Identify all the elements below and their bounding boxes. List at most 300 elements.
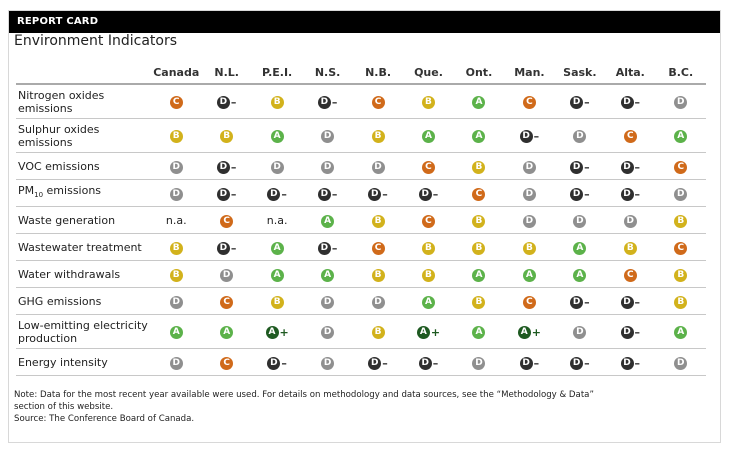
grade-mark <box>674 296 687 309</box>
grade-mark <box>321 215 334 228</box>
table-row <box>16 349 706 376</box>
grade-badge: A <box>472 130 485 143</box>
grade-cell <box>555 261 605 288</box>
grade-mark <box>321 130 334 143</box>
grade-mark <box>472 269 485 282</box>
grade-badge: A <box>271 269 284 282</box>
grade-mark <box>624 269 637 282</box>
grade-badge: B <box>220 130 233 143</box>
grade-mark <box>217 242 237 255</box>
grade-badge: D <box>624 215 637 228</box>
grade-badge: D <box>170 357 183 370</box>
grade-suffix: + <box>531 326 541 339</box>
grade-mark <box>318 242 338 255</box>
header-corner <box>16 62 151 84</box>
grade-mark <box>372 130 385 143</box>
grade-mark <box>674 357 687 370</box>
grade-badge: D <box>523 215 536 228</box>
grade-badge: C <box>472 188 485 201</box>
grade-mark <box>170 296 183 309</box>
grade-cell <box>302 349 352 376</box>
grade-badge: D <box>321 357 334 370</box>
grade-mark <box>621 326 641 339</box>
grade-cell <box>656 84 706 119</box>
grade-mark <box>621 188 641 201</box>
grade-badge: B <box>624 242 637 255</box>
grade-badge: C <box>624 269 637 282</box>
grade-mark <box>523 188 536 201</box>
grade-badge: D <box>318 188 331 201</box>
grade-suffix: – <box>230 187 237 201</box>
grade-badge: A <box>417 326 430 339</box>
table-row <box>16 180 706 207</box>
row-label: Waste generation <box>16 207 151 234</box>
table-body <box>16 84 706 376</box>
grade-badge: B <box>372 130 385 143</box>
grade-mark <box>422 215 435 228</box>
grade-badge: C <box>372 242 385 255</box>
grade-mark <box>321 357 334 370</box>
grade-badge: C <box>523 296 536 309</box>
grade-mark <box>220 215 233 228</box>
grade-mark <box>523 269 536 282</box>
grade-badge: D <box>419 357 432 370</box>
grade-mark <box>217 161 237 174</box>
grade-badge: D <box>523 188 536 201</box>
grade-badge: A <box>472 269 485 282</box>
grade-cell <box>555 315 605 349</box>
footnote <box>14 389 704 425</box>
grade-cell <box>504 119 554 153</box>
grade-cell <box>252 84 302 119</box>
grade-badge: D <box>674 357 687 370</box>
grade-badge: D <box>520 130 533 143</box>
grade-cell <box>353 234 403 261</box>
grade-badge: A <box>518 326 531 339</box>
grade-cell <box>454 261 504 288</box>
grade-mark <box>318 188 338 201</box>
table-row <box>16 207 706 234</box>
grade-mark <box>372 326 385 339</box>
grade-badge: A <box>220 326 233 339</box>
grade-cell <box>302 234 352 261</box>
grade-cell <box>201 288 251 315</box>
grade-badge: B <box>170 130 183 143</box>
grade-cell <box>151 84 201 119</box>
grade-mark <box>621 357 641 370</box>
grade-mark <box>523 215 536 228</box>
grade-mark <box>472 296 485 309</box>
grade-suffix: – <box>584 96 590 109</box>
column-header-nl: N.L. <box>201 62 251 84</box>
grade-cell <box>403 315 453 349</box>
column-header-canada: Canada <box>151 62 201 84</box>
grade-suffix: – <box>584 356 590 370</box>
grade-mark <box>520 130 540 143</box>
grade-mark <box>321 326 334 339</box>
grade-cell <box>656 119 706 153</box>
grade-cell <box>353 180 403 207</box>
grade-cell <box>504 349 554 376</box>
grade-mark <box>220 296 233 309</box>
grade-cell <box>504 315 554 349</box>
grade-mark <box>624 130 637 143</box>
grade-suffix: – <box>634 187 641 201</box>
grade-mark <box>170 130 183 143</box>
grade-cell <box>555 288 605 315</box>
grade-cell <box>504 207 554 234</box>
grade-mark <box>372 96 385 109</box>
grade-cell <box>454 84 504 119</box>
grade-badge: A <box>321 269 334 282</box>
grade-cell <box>302 84 352 119</box>
grade-cell <box>555 180 605 207</box>
grade-mark <box>573 326 586 339</box>
column-header-sask: Sask. <box>555 62 605 84</box>
grade-badge: D <box>419 188 432 201</box>
grade-badge: D <box>217 161 230 174</box>
grade-mark <box>372 161 385 174</box>
grade-badge: C <box>220 215 233 228</box>
column-header-man: Man. <box>504 62 554 84</box>
grade-cell <box>403 349 453 376</box>
grade-cell <box>252 119 302 153</box>
grade-badge: D <box>318 96 331 109</box>
grade-cell <box>353 288 403 315</box>
grade-badge: D <box>570 296 583 309</box>
grade-suffix: – <box>230 160 237 174</box>
grade-badge: C <box>372 96 385 109</box>
grade-mark <box>271 130 284 143</box>
grade-cell <box>555 349 605 376</box>
grade-badge: D <box>368 188 381 201</box>
grade-cell <box>605 288 655 315</box>
row-label: Energy intensity <box>16 349 151 376</box>
grade-mark <box>520 357 540 370</box>
grade-mark <box>621 296 641 309</box>
grade-cell <box>454 315 504 349</box>
grade-badge: A <box>422 296 435 309</box>
grade-mark <box>372 269 385 282</box>
grade-badge: D <box>271 161 284 174</box>
grade-mark <box>271 161 284 174</box>
grade-cell <box>353 153 403 180</box>
grade-suffix: – <box>432 356 439 370</box>
grade-suffix: – <box>533 130 540 143</box>
grade-mark <box>271 269 284 282</box>
grade-badge: D <box>621 326 634 339</box>
grade-cell <box>302 180 352 207</box>
grade-mark <box>419 188 439 201</box>
grade-badge: B <box>170 242 183 255</box>
grade-mark <box>472 96 485 109</box>
grade-mark <box>573 215 586 228</box>
grade-badge: D <box>621 96 634 109</box>
grade-cell <box>504 288 554 315</box>
grade-mark <box>220 130 233 143</box>
grade-cell <box>656 153 706 180</box>
grade-badge: C <box>674 161 687 174</box>
grade-cell <box>555 153 605 180</box>
grade-suffix: – <box>634 326 641 339</box>
grade-mark <box>422 296 435 309</box>
grade-badge: D <box>170 161 183 174</box>
grade-suffix: – <box>331 241 338 255</box>
grade-badge: B <box>472 161 485 174</box>
row-label: Low-emitting electricity production <box>16 315 151 349</box>
column-header-alta: Alta. <box>605 62 655 84</box>
grade-cell <box>605 180 655 207</box>
grade-mark <box>570 296 590 309</box>
grade-mark <box>621 161 641 174</box>
grade-cell <box>605 349 655 376</box>
grade-cell <box>302 288 352 315</box>
grade-mark <box>368 357 388 370</box>
grade-mark <box>170 188 183 201</box>
grade-badge: B <box>422 269 435 282</box>
grade-badge: D <box>674 188 687 201</box>
row-label: GHG emissions <box>16 288 151 315</box>
grade-badge: A <box>422 130 435 143</box>
grade-cell <box>403 288 453 315</box>
grade-cell <box>403 153 453 180</box>
table-row <box>16 261 706 288</box>
grade-suffix: – <box>584 160 590 174</box>
grade-mark <box>170 357 183 370</box>
grade-cell <box>201 261 251 288</box>
grade-badge: C <box>523 96 536 109</box>
grade-mark <box>271 296 284 309</box>
table-row <box>16 84 706 119</box>
grade-badge: A <box>170 326 183 339</box>
page-title: Environment Indicators <box>14 33 178 49</box>
grade-cell <box>504 180 554 207</box>
grade-cell <box>454 234 504 261</box>
grade-mark <box>472 130 485 143</box>
grade-mark <box>220 357 233 370</box>
grade-cell <box>605 119 655 153</box>
grade-suffix: – <box>634 96 641 109</box>
source-line: Source: The Conference Board of Canada. <box>14 414 195 424</box>
grade-cell <box>403 207 453 234</box>
grade-badge: C <box>170 96 183 109</box>
grade-badge: D <box>573 215 586 228</box>
grade-mark <box>321 161 334 174</box>
grade-badge: B <box>372 326 385 339</box>
grade-suffix: – <box>281 187 287 201</box>
row-label: VOC emissions <box>16 153 151 180</box>
grade-cell <box>656 288 706 315</box>
grade-cell <box>252 288 302 315</box>
grade-badge: B <box>372 215 385 228</box>
grade-badge: D <box>570 357 583 370</box>
grade-badge: B <box>472 296 485 309</box>
grade-cell <box>605 207 655 234</box>
table-row <box>16 119 706 153</box>
table-row <box>16 153 706 180</box>
grade-mark <box>372 242 385 255</box>
grade-suffix: – <box>382 356 388 370</box>
grade-mark <box>318 96 338 109</box>
grade-cell <box>201 349 251 376</box>
grade-badge: D <box>217 242 230 255</box>
grade-cell <box>201 180 251 207</box>
grade-cell <box>252 261 302 288</box>
report-card-header: REPORT CARD <box>9 11 720 33</box>
grade-mark <box>674 326 687 339</box>
grade-cell <box>151 234 201 261</box>
grade-mark <box>674 96 687 109</box>
grade-suffix: – <box>432 187 439 201</box>
grade-badge: D <box>217 188 230 201</box>
grade-mark <box>621 96 641 109</box>
grade-mark <box>422 269 435 282</box>
grade-badge: B <box>523 242 536 255</box>
grade-mark <box>267 357 287 370</box>
grade-suffix: – <box>584 295 590 309</box>
grade-mark <box>523 242 536 255</box>
grade-badge: D <box>621 188 634 201</box>
grade-badge: D <box>267 357 280 370</box>
table-row <box>16 234 706 261</box>
grade-cell <box>403 234 453 261</box>
grade-badge: D <box>621 161 634 174</box>
column-header-bc: B.C. <box>656 62 706 84</box>
grade-mark <box>419 357 439 370</box>
grade-mark <box>220 326 233 339</box>
grade-cell <box>605 315 655 349</box>
grade-badge: A <box>321 215 334 228</box>
grade-cell <box>605 153 655 180</box>
column-header-ns: N.S. <box>302 62 352 84</box>
grade-cell <box>201 207 251 234</box>
grade-badge: D <box>472 357 485 370</box>
grade-badge: B <box>674 296 687 309</box>
grade-badge: C <box>422 215 435 228</box>
table-row <box>16 288 706 315</box>
grade-badge: B <box>472 242 485 255</box>
grade-badge: A <box>573 269 586 282</box>
grade-mark <box>422 96 435 109</box>
grade-mark <box>266 326 289 339</box>
grade-badge: B <box>472 215 485 228</box>
grade-cell <box>302 207 352 234</box>
grade-cell <box>353 261 403 288</box>
grade-mark <box>170 269 183 282</box>
grade-badge: A <box>271 130 284 143</box>
grade-mark <box>674 161 687 174</box>
grade-badge: C <box>220 296 233 309</box>
grade-suffix: – <box>331 96 338 109</box>
grade-cell <box>454 153 504 180</box>
grade-cell <box>656 180 706 207</box>
grade-badge: D <box>267 188 280 201</box>
grade-mark <box>674 242 687 255</box>
grade-badge: A <box>523 269 536 282</box>
grade-cell <box>201 234 251 261</box>
grade-mark <box>523 96 536 109</box>
grade-badge: D <box>621 296 634 309</box>
grade-suffix: – <box>331 187 338 201</box>
grade-mark <box>217 96 237 109</box>
grade-cell <box>656 261 706 288</box>
column-header-pei: P.E.I. <box>252 62 302 84</box>
grade-mark <box>472 188 485 201</box>
grade-suffix: – <box>634 160 641 174</box>
grade-suffix: – <box>230 241 237 255</box>
grade-cell <box>151 261 201 288</box>
grade-mark <box>170 161 183 174</box>
grade-cell: n.a. <box>151 207 201 234</box>
grade-cell <box>403 180 453 207</box>
column-header-que: Que. <box>403 62 453 84</box>
grade-mark <box>570 188 590 201</box>
grade-badge: A <box>472 326 485 339</box>
grade-badge: A <box>266 326 279 339</box>
grade-mark <box>674 188 687 201</box>
grade-badge: D <box>217 96 230 109</box>
row-label: Nitrogen oxides emissions <box>16 84 151 119</box>
grade-cell <box>252 349 302 376</box>
grade-badge: D <box>523 161 536 174</box>
grade-cell <box>555 207 605 234</box>
grade-cell <box>454 349 504 376</box>
row-label: $PM_{10}$ emissions <box>16 180 151 207</box>
grade-badge: B <box>674 215 687 228</box>
grade-cell <box>302 315 352 349</box>
grade-suffix: + <box>430 326 441 339</box>
grade-cell <box>454 119 504 153</box>
grade-cell <box>353 315 403 349</box>
grade-badge: D <box>321 326 334 339</box>
grade-badge: D <box>570 161 583 174</box>
grade-badge: D <box>570 188 583 201</box>
grade-cell: n.a. <box>252 207 302 234</box>
grade-mark <box>472 326 485 339</box>
grade-mark <box>472 161 485 174</box>
grade-cell <box>656 207 706 234</box>
grade-cell <box>252 234 302 261</box>
grade-badge: D <box>220 269 233 282</box>
grade-badge: D <box>170 296 183 309</box>
grade-mark <box>220 269 233 282</box>
grade-cell <box>201 153 251 180</box>
grade-badge: D <box>321 130 334 143</box>
grade-badge: D <box>368 357 381 370</box>
grade-mark <box>372 215 385 228</box>
grade-suffix: – <box>230 96 237 109</box>
grade-cell <box>605 84 655 119</box>
grade-mark <box>472 242 485 255</box>
grade-cell <box>252 180 302 207</box>
grade-cell <box>555 84 605 119</box>
grade-cell <box>403 84 453 119</box>
grade-badge: D <box>372 161 385 174</box>
table-header-row <box>16 62 706 84</box>
grade-cell <box>151 119 201 153</box>
grade-badge: A <box>573 242 586 255</box>
grade-badge: D <box>321 161 334 174</box>
grade-mark <box>674 130 687 143</box>
grade-suffix: – <box>281 356 287 370</box>
row-label: Sulphur oxides emissions <box>16 119 151 153</box>
grade-cell <box>201 315 251 349</box>
grade-badge: C <box>220 357 233 370</box>
grade-cell <box>252 153 302 180</box>
grade-mark <box>422 242 435 255</box>
grade-badge: D <box>573 326 586 339</box>
grade-mark <box>624 242 637 255</box>
